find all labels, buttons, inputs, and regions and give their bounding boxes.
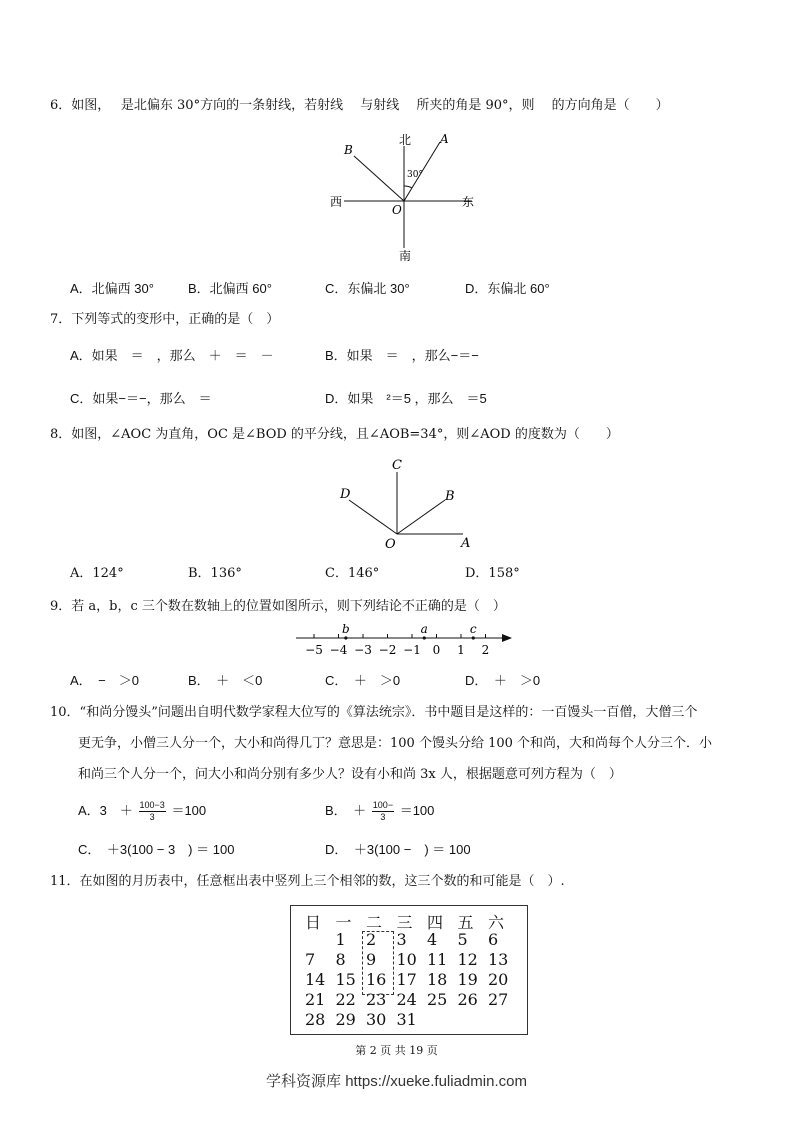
calendar-day: 12 xyxy=(457,950,478,969)
q8-option-b: B．136° xyxy=(188,566,242,581)
calendar-day: 16 xyxy=(366,970,387,989)
q8-option-d: D．158° xyxy=(465,566,520,581)
q10-option-b-fraction xyxy=(372,800,394,823)
calendar-table xyxy=(290,905,528,1035)
label-B: B xyxy=(445,489,455,504)
q6-compass-figure xyxy=(320,128,490,263)
q11-stem: 11．在如图的月历表中，任意框出表中竖列上三个相邻的数，这三个数的和可能是（ ）. xyxy=(50,874,565,889)
label-south: 南 xyxy=(399,249,412,263)
axis-tick-label: 0 xyxy=(432,643,441,657)
calendar-day: 21 xyxy=(305,990,326,1009)
calendar-day: 18 xyxy=(427,970,448,989)
q6-option-b: B．北偏西 60° xyxy=(188,281,272,296)
calendar-day: 25 xyxy=(427,990,448,1009)
axis-tick-label: 1 xyxy=(457,643,465,657)
calendar-day: 23 xyxy=(366,990,387,1009)
calendar-day: 30 xyxy=(366,1010,387,1029)
calendar-day: 24 xyxy=(396,990,417,1009)
calendar-day: 19 xyxy=(457,970,478,989)
calendar-weekday: 四 xyxy=(427,913,444,932)
axis-point-label: a xyxy=(420,622,428,636)
calendar-day: 27 xyxy=(488,990,509,1009)
q10-option-a-numerator: 100−3 xyxy=(139,800,165,810)
q7-option-c: C．如果−＝−，那么 ＝ xyxy=(70,391,212,406)
calendar-day: 6 xyxy=(488,930,499,949)
axis-tick-label: −2 xyxy=(378,643,397,657)
q7-option-d: D．如果 ²＝5 ，那么 ＝5 xyxy=(325,391,487,406)
axis-tick-label: −4 xyxy=(329,643,348,657)
calendar-day: 15 xyxy=(335,970,356,989)
q10-line-3: 和尚三个人分一个，问大小和尚分别有多少人？设有小和尚 3x 人，根据题意可列方程为（ ） xyxy=(78,767,622,782)
q9-option-b: B． ＋ ＜0 xyxy=(188,673,263,688)
calendar-weekday: 五 xyxy=(457,913,474,932)
axis-point-label: c xyxy=(469,622,477,636)
calendar-day: 20 xyxy=(488,970,509,989)
calendar-day: 13 xyxy=(488,950,509,969)
page-number: 第 2 页 共 19 页 xyxy=(355,1044,438,1057)
site-watermark: 学科资源库 https://xueke.fuliadmin.com xyxy=(266,1073,527,1090)
calendar-weekday: 三 xyxy=(396,913,413,932)
calendar-day: 5 xyxy=(457,930,468,949)
calendar-day: 9 xyxy=(366,950,377,969)
q10-option-b-numerator: 100− xyxy=(372,800,394,810)
q10-option-b-suffix: ＝100 xyxy=(399,802,435,818)
axis-point xyxy=(344,636,347,639)
q10-line-1: 10．“和尚分馒头”问题出自明代数学家程大位写的《算法统宗》．书中题目是这样的：一百馒头一百僧，大僧三个 xyxy=(50,705,698,720)
label-west: 西 xyxy=(330,195,343,209)
q10-option-b-prefix: B． ＋ xyxy=(325,802,367,818)
q9-number-line xyxy=(290,620,520,660)
calendar-day: 7 xyxy=(305,950,316,969)
q6-option-d: D．东偏北 60° xyxy=(465,281,550,296)
q7-option-b: B．如果 ＝ ，那么−＝− xyxy=(325,348,479,363)
calendar-day: 31 xyxy=(396,1010,417,1029)
calendar-day: 4 xyxy=(427,930,438,949)
calendar-weekday: 二 xyxy=(366,913,383,932)
calendar-day: 10 xyxy=(396,950,417,969)
q10-option-a xyxy=(78,800,206,823)
calendar-day: 8 xyxy=(335,950,346,969)
q10-option-d: D． ＋3(100 − ) ＝ 100 xyxy=(325,842,471,857)
q7-option-a: A．如果 ＝ ，那么 ＋ ＝ － xyxy=(70,348,274,363)
axis-tick-label: −3 xyxy=(354,643,372,657)
q9-option-c: C． ＋ ＞0 xyxy=(325,673,401,688)
calendar-day: 11 xyxy=(427,950,448,969)
q6-option-c: C．东偏北 30° xyxy=(325,281,410,296)
axis-point xyxy=(472,636,475,639)
label-B: B xyxy=(344,143,353,157)
calendar-day: 26 xyxy=(457,990,478,1009)
label-O: O xyxy=(392,203,402,217)
q8-angle-figure xyxy=(335,454,485,554)
calendar-selection-box xyxy=(362,931,394,995)
q6-option-a: A．北偏西 30° xyxy=(70,281,154,296)
calendar-weekday: 日 xyxy=(305,913,322,932)
q6-stem: 6．如图， 是北偏东 30°方向的一条射线，若射线 与射线 所夹的角是 90°，则 的方向角是（ ） xyxy=(50,98,669,113)
calendar-day: 29 xyxy=(335,1010,356,1029)
q10-line-2: 更无争，小僧三人分一个，大小和尚得几丁？意思是：100 个馒头分给 100 个和尚，大和尚每个人分三个．小 xyxy=(78,736,713,751)
calendar-day: 1 xyxy=(335,930,346,949)
q8-stem: 8．如图，∠AOC 为直角，OC 是∠BOD 的平分线，且∠AOB=34°，则∠AOD 的度数为（ ） xyxy=(50,427,619,442)
calendar-day: 17 xyxy=(396,970,417,989)
calendar-weekday: 六 xyxy=(488,913,505,932)
axis-point xyxy=(423,636,426,639)
q10-option-a-fraction xyxy=(139,800,166,823)
axis-tick-label: −1 xyxy=(403,643,421,657)
label-O: O xyxy=(385,537,396,552)
calendar-day: 3 xyxy=(396,930,407,949)
calendar-day: 2 xyxy=(366,930,377,949)
q9-stem: 9．若 a，b，c 三个数在数轴上的位置如图所示，则下列结论不正确的是（ ） xyxy=(50,599,506,614)
label-A: A xyxy=(440,132,449,146)
label-angle: 30° xyxy=(407,170,423,180)
calendar-weekday: 一 xyxy=(335,913,352,932)
axis-point-label: b xyxy=(342,622,350,636)
q10-option-a-suffix: ＝100 xyxy=(171,802,207,818)
q10-option-b-denominator: 3 xyxy=(380,812,386,822)
calendar-day: 14 xyxy=(305,970,326,989)
label-east: 东 xyxy=(462,195,475,209)
label-C: C xyxy=(392,458,402,473)
q10-option-b xyxy=(325,800,434,823)
label-A: A xyxy=(461,536,471,551)
label-north: 北 xyxy=(399,133,412,147)
q7-stem: 7．下列等式的变形中，正确的是（ ） xyxy=(50,312,280,327)
q9-option-a: A． − ＞0 xyxy=(70,673,139,688)
q10-option-a-prefix: A．3 ＋ xyxy=(78,802,133,818)
label-D: D xyxy=(340,487,351,502)
axis-tick-label: 2 xyxy=(481,643,490,657)
axis-tick-label: −5 xyxy=(305,643,323,657)
q8-option-a: A．124° xyxy=(70,566,124,581)
q9-option-d: D． ＋ ＞0 xyxy=(465,673,541,688)
calendar-day: 22 xyxy=(335,990,356,1009)
q10-option-a-denominator: 3 xyxy=(149,812,155,822)
q10-option-c: C． ＋3(100 − 3 ) ＝ 100 xyxy=(78,842,235,857)
q8-option-c: C．146° xyxy=(325,566,380,581)
calendar-day: 28 xyxy=(305,1010,326,1029)
